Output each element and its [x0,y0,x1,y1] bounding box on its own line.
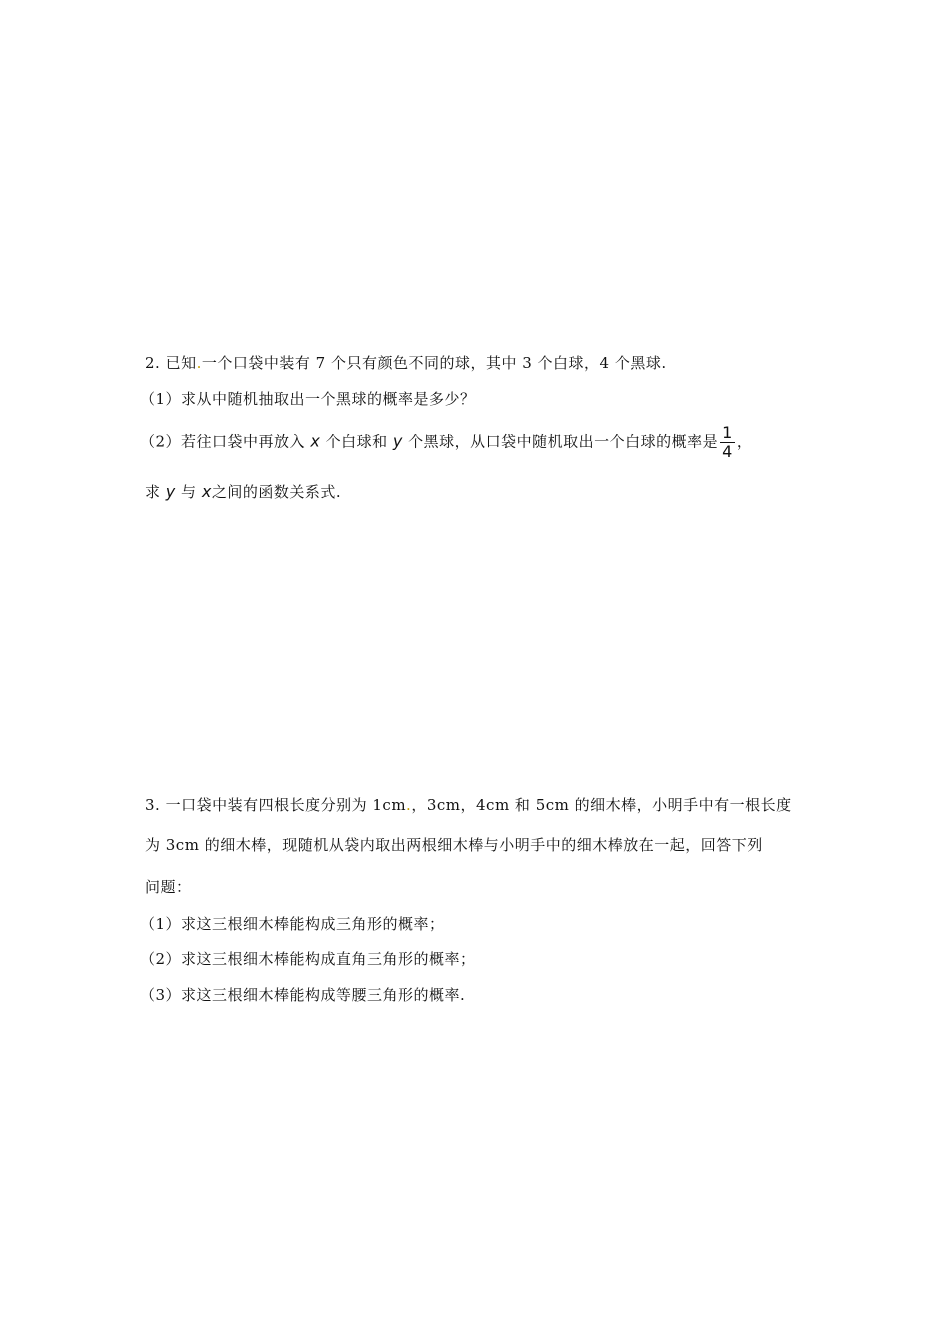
q3-part1: （1）求这三根细木棒能构成三角形的概率； [140,915,445,933]
variable-x: x [310,431,321,451]
q2-part2-b: 个白球和 [325,432,388,451]
q2-part2-a: （2）若往口袋中再放入 [140,432,306,451]
q2-part2-e: 求 [145,483,161,501]
variable-y: y [392,431,403,451]
fraction-numerator: 1 [722,423,733,442]
fraction-one-quarter [720,424,735,461]
q2-stem [145,352,667,373]
fraction-denominator: 4 [722,442,733,461]
q2-stem-b: 一个口袋中装有 7 个只有颜色不同的球，其中 3 个白球，4 个黑球. [201,354,667,372]
q2-part2-f: 与 [181,483,197,501]
q3-line1-a: 一口袋中装有四根长度分别为 1c [165,796,392,814]
variable-x: x [201,482,212,501]
q2-part2-cont [145,481,341,502]
q2-number: 2. [145,354,161,372]
q2-part2 [140,424,752,461]
q2-part2-g: 之间的函数关系式. [211,483,342,501]
q2-part2-d: ， [736,432,753,451]
q3-line1-c: ，3cm，4cm 和 5cm 的细木棒，小明手中有一根长度 [411,796,792,814]
q2-stem-a: 已知 [165,354,197,372]
variable-y: y [165,482,176,501]
mark-dot-icon: . [406,796,412,814]
q3-part2: （2）求这三根细木棒能构成直角三角形的概率； [140,950,476,968]
q3-number: 3. [145,796,161,814]
q2-part1: （1）求从中随机抽取出一个黑球的概率是多少？ [140,390,476,408]
q3-line1-b: m [391,796,407,814]
q3-part3: （3）求这三根细木棒能构成等腰三角形的概率. [140,986,466,1004]
q3-line2: 为 3cm 的细木棒，现随机从袋内取出两根细木棒与小明手中的细木棒放在一起，回答下列 [145,836,763,854]
q2-part2-c: 个黑球，从口袋中随机取出一个白球的概率是 [408,432,719,451]
q3-line1 [145,794,792,815]
q3-line3: 问题： [145,878,192,896]
mark-dot-icon: . [196,354,202,372]
